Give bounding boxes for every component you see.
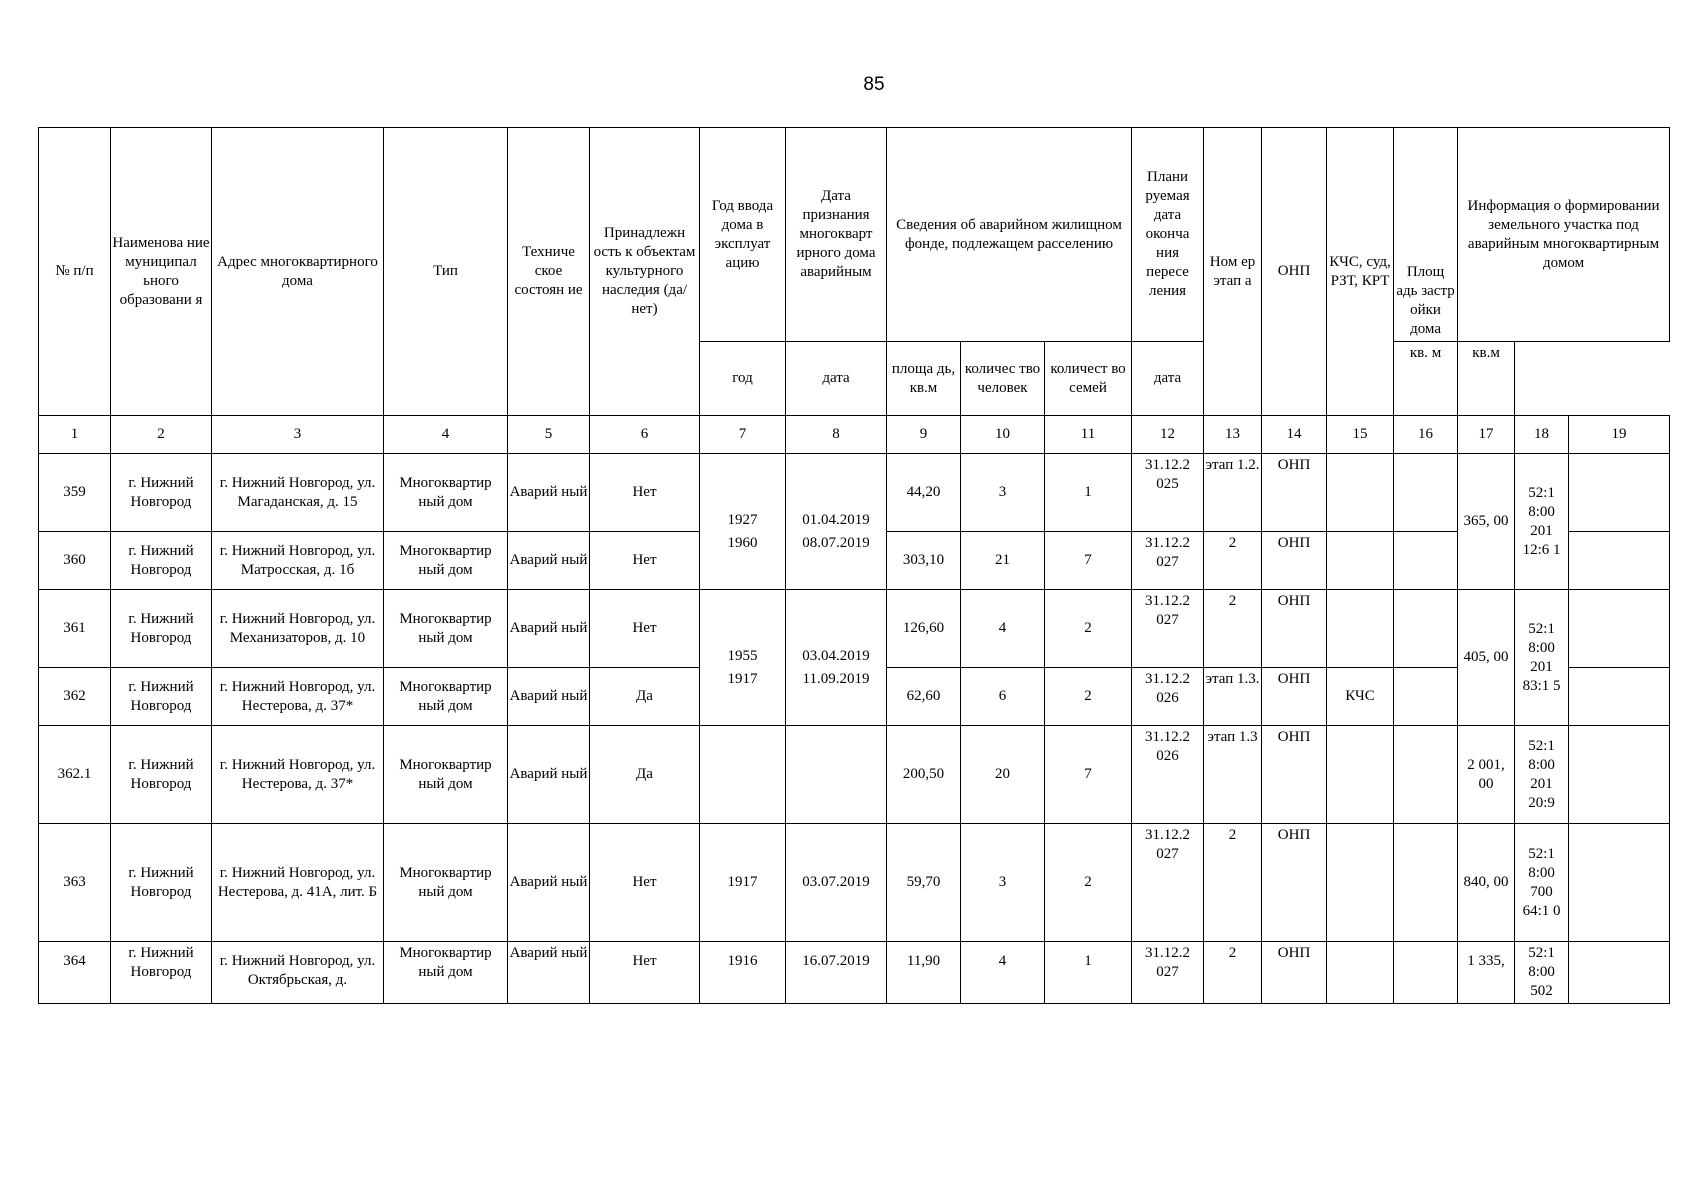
column-number: 5 xyxy=(508,416,590,454)
people-count: 6 xyxy=(961,668,1045,726)
cadastral-number: 52:1 8:00 502 xyxy=(1515,942,1569,1004)
emergency-date: 08.07.2019 xyxy=(786,532,887,590)
address: г. Нижний Новгород, ул. Нестерова, д. 37* xyxy=(212,668,384,726)
onp-flag: ОНП xyxy=(1262,824,1327,942)
kchs-flag xyxy=(1327,942,1394,1004)
commissioning-year: 1916 xyxy=(700,942,786,1004)
address: г. Нижний Новгород, ул. Матросская, д. 1б xyxy=(212,532,384,590)
cadastral-number: 52:1 8:00 201 12:6 1 xyxy=(1515,454,1569,590)
living-area: 11,90 xyxy=(887,942,961,1004)
onp-flag: ОНП xyxy=(1262,590,1327,668)
row-number: 364 xyxy=(39,942,111,1004)
house-type: Многоквартир ный дом xyxy=(384,942,508,1004)
address: г. Нижний Новгород, ул. Магаданская, д. 15 xyxy=(212,454,384,532)
plot-characteristic xyxy=(1569,668,1670,726)
header-onp: ОНП xyxy=(1262,128,1327,416)
stage-number: этап 1.3 xyxy=(1204,726,1262,824)
house-type: Многоквартир ный дом xyxy=(384,454,508,532)
row-number: 359 xyxy=(39,454,111,532)
column-number: 12 xyxy=(1132,416,1204,454)
stage-number: этап 1.3. xyxy=(1204,668,1262,726)
column-number: 19 xyxy=(1569,416,1670,454)
municipality: г. Нижний Новгород xyxy=(111,942,212,1004)
column-number: 14 xyxy=(1262,416,1327,454)
plot-characteristic xyxy=(1569,590,1670,668)
address: г. Нижний Новгород, ул. Нестерова, д. 41А, лит. Б xyxy=(212,824,384,942)
commissioning-year: 1927 xyxy=(700,454,786,532)
planned-end-date: 31.12.2 026 xyxy=(1132,668,1204,726)
table-row xyxy=(39,532,1670,590)
heritage-status: Нет xyxy=(590,824,700,942)
kchs-flag xyxy=(1327,590,1394,668)
header-commissioning-year: Год ввода дома в эксплуат ацию xyxy=(700,128,786,342)
table-row xyxy=(39,454,1670,532)
header-planned-end: Плани руемая дата оконча ния пересе ления xyxy=(1132,128,1204,342)
kchs-flag xyxy=(1327,532,1394,590)
heritage-status: Нет xyxy=(590,942,700,1004)
people-count: 3 xyxy=(961,454,1045,532)
header-land-plot-info: Информация о формировании земельного участка под аварийным многоквартирным домом xyxy=(1458,128,1670,342)
row-number: 362.1 xyxy=(39,726,111,824)
column-number: 3 xyxy=(212,416,384,454)
technical-state: Аварий ный xyxy=(508,726,590,824)
family-count: 1 xyxy=(1045,942,1132,1004)
header-building-area: Площ адь застр ойки дома xyxy=(1394,128,1458,342)
building-area xyxy=(1394,824,1458,942)
column-number: 11 xyxy=(1045,416,1132,454)
house-type: Многоквартир ный дом xyxy=(384,590,508,668)
page-number: 85 xyxy=(863,74,885,95)
subheader-end-date: дата xyxy=(1132,342,1204,416)
subheader-families: количест во семей xyxy=(1045,342,1132,416)
technical-state: Аварий ный xyxy=(508,532,590,590)
building-area xyxy=(1394,590,1458,668)
column-number: 6 xyxy=(590,416,700,454)
emergency-date: 16.07.2019 xyxy=(786,942,887,1004)
header-emergency-date: Дата признания многокварт ирного дома аварийным xyxy=(786,128,887,342)
column-number: 16 xyxy=(1394,416,1458,454)
family-count: 2 xyxy=(1045,668,1132,726)
emergency-date: 11.09.2019 xyxy=(786,668,887,726)
building-area xyxy=(1394,726,1458,824)
onp-flag: ОНП xyxy=(1262,532,1327,590)
cadastral-number: 52:1 8:00 201 83:1 5 xyxy=(1515,590,1569,726)
address: г. Нижний Новгород, ул. Октябрьская, д. xyxy=(212,942,384,1004)
onp-flag: ОНП xyxy=(1262,454,1327,532)
commissioning-year xyxy=(700,726,786,824)
planned-end-date: 31.12.2 026 xyxy=(1132,726,1204,824)
table-row xyxy=(39,824,1670,942)
kchs-flag xyxy=(1327,454,1394,532)
house-type: Многоквартир ный дом xyxy=(384,532,508,590)
people-count: 4 xyxy=(961,942,1045,1004)
table-row xyxy=(39,668,1670,726)
column-number: 7 xyxy=(700,416,786,454)
family-count: 2 xyxy=(1045,590,1132,668)
plot-characteristic xyxy=(1569,942,1670,1004)
column-number: 17 xyxy=(1458,416,1515,454)
subheader-area: площа дь, кв.м xyxy=(887,342,961,416)
family-count: 2 xyxy=(1045,824,1132,942)
row-number: 363 xyxy=(39,824,111,942)
table-row xyxy=(39,726,1670,824)
technical-state: Аварий ный xyxy=(508,824,590,942)
row-number: 360 xyxy=(39,532,111,590)
plot-area: 840, 00 xyxy=(1458,824,1515,942)
living-area: 126,60 xyxy=(887,590,961,668)
plot-characteristic xyxy=(1569,454,1670,532)
plot-area: 365, 00 xyxy=(1458,454,1515,590)
family-count: 7 xyxy=(1045,532,1132,590)
living-area: 200,50 xyxy=(887,726,961,824)
column-number: 8 xyxy=(786,416,887,454)
heritage-status: Нет xyxy=(590,532,700,590)
stage-number: 2 xyxy=(1204,824,1262,942)
stage-number: этап 1.2. xyxy=(1204,454,1262,532)
municipality: г. Нижний Новгород xyxy=(111,532,212,590)
plot-characteristic xyxy=(1569,532,1670,590)
plot-characteristic xyxy=(1569,824,1670,942)
column-number: 9 xyxy=(887,416,961,454)
onp-flag: ОНП xyxy=(1262,942,1327,1004)
column-number: 15 xyxy=(1327,416,1394,454)
heritage-status: Нет xyxy=(590,590,700,668)
people-count: 20 xyxy=(961,726,1045,824)
living-area: 303,10 xyxy=(887,532,961,590)
subheader-date: дата xyxy=(786,342,887,416)
onp-flag: ОНП xyxy=(1262,726,1327,824)
building-area xyxy=(1394,942,1458,1004)
header-kchs: КЧС, суд, РЗТ, КРТ xyxy=(1327,128,1394,416)
header-heritage: Принадлежн ость к объектам культурного наследия (да/нет) xyxy=(590,128,700,416)
technical-state: Аварий ный xyxy=(508,454,590,532)
subheader-people: количес тво человек xyxy=(961,342,1045,416)
cadastral-number: 52:1 8:00 201 20:9 xyxy=(1515,726,1569,824)
heritage-status: Да xyxy=(590,668,700,726)
family-count: 7 xyxy=(1045,726,1132,824)
living-area: 62,60 xyxy=(887,668,961,726)
technical-state: Аварий ный xyxy=(508,668,590,726)
emergency-date: 01.04.2019 xyxy=(786,454,887,532)
address: г. Нижний Новгород, ул. Механизаторов, д. 10 xyxy=(212,590,384,668)
commissioning-year: 1960 xyxy=(700,532,786,590)
header-stage: Ном ер этап а xyxy=(1204,128,1262,416)
row-number: 361 xyxy=(39,590,111,668)
municipality: г. Нижний Новгород xyxy=(111,726,212,824)
plot-area: 1 335, xyxy=(1458,942,1515,1004)
header-row-number: № п/п xyxy=(39,128,111,416)
heritage-status: Нет xyxy=(590,454,700,532)
family-count: 1 xyxy=(1045,454,1132,532)
column-number: 1 xyxy=(39,416,111,454)
header-address: Адрес многоквартирного дома xyxy=(212,128,384,416)
commissioning-year: 1917 xyxy=(700,668,786,726)
house-type: Многоквартир ный дом xyxy=(384,824,508,942)
kchs-flag xyxy=(1327,726,1394,824)
kchs-flag xyxy=(1327,824,1394,942)
municipality: г. Нижний Новгород xyxy=(111,668,212,726)
commissioning-year: 1955 xyxy=(700,590,786,668)
subheader-year: год xyxy=(700,342,786,416)
header-type: Тип xyxy=(384,128,508,416)
plot-area: 405, 00 xyxy=(1458,590,1515,726)
people-count: 4 xyxy=(961,590,1045,668)
column-number: 18 xyxy=(1515,416,1569,454)
stage-number: 2 xyxy=(1204,532,1262,590)
commissioning-year: 1917 xyxy=(700,824,786,942)
people-count: 21 xyxy=(961,532,1045,590)
onp-flag: ОНП xyxy=(1262,668,1327,726)
house-type: Многоквартир ный дом xyxy=(384,726,508,824)
heritage-status: Да xyxy=(590,726,700,824)
cadastral-number: 52:1 8:00 700 64:1 0 xyxy=(1515,824,1569,942)
municipality: г. Нижний Новгород xyxy=(111,824,212,942)
building-area xyxy=(1394,668,1458,726)
emergency-housing-table xyxy=(38,127,1670,1004)
living-area: 44,20 xyxy=(887,454,961,532)
planned-end-date: 31.12.2 027 xyxy=(1132,590,1204,668)
emergency-date xyxy=(786,726,887,824)
building-area xyxy=(1394,454,1458,532)
stage-number: 2 xyxy=(1204,942,1262,1004)
technical-state: Аварий ный xyxy=(508,590,590,668)
plot-area: 2 001, 00 xyxy=(1458,726,1515,824)
technical-state: Аварий ный xyxy=(508,942,590,1004)
subheader-building-area-unit: кв. м xyxy=(1394,342,1458,416)
plot-characteristic xyxy=(1569,726,1670,824)
subheader-plot-area-unit: кв.м xyxy=(1458,342,1515,416)
living-area: 59,70 xyxy=(887,824,961,942)
people-count: 3 xyxy=(961,824,1045,942)
column-number: 4 xyxy=(384,416,508,454)
header-municipality: Наименова ние муниципал ьного образовани я xyxy=(111,128,212,416)
kchs-flag: КЧС xyxy=(1327,668,1394,726)
column-number: 10 xyxy=(961,416,1045,454)
stage-number: 2 xyxy=(1204,590,1262,668)
municipality: г. Нижний Новгород xyxy=(111,590,212,668)
table-row xyxy=(39,942,1670,1004)
municipality: г. Нижний Новгород xyxy=(111,454,212,532)
column-number: 13 xyxy=(1204,416,1262,454)
table-row xyxy=(39,590,1670,668)
emergency-date: 03.07.2019 xyxy=(786,824,887,942)
row-number: 362 xyxy=(39,668,111,726)
building-area xyxy=(1394,532,1458,590)
house-type: Многоквартир ный дом xyxy=(384,668,508,726)
header-emergency-fund: Сведения об аварийном жилищном фонде, подлежащем расселению xyxy=(887,128,1132,342)
header-technical-state: Техниче ское состоян ие xyxy=(508,128,590,416)
planned-end-date: 31.12.2 027 xyxy=(1132,942,1204,1004)
address: г. Нижний Новгород, ул. Нестерова, д. 37* xyxy=(212,726,384,824)
column-number: 2 xyxy=(111,416,212,454)
emergency-date: 03.04.2019 xyxy=(786,590,887,668)
planned-end-date: 31.12.2 027 xyxy=(1132,532,1204,590)
planned-end-date: 31.12.2 025 xyxy=(1132,454,1204,532)
column-numbers-row xyxy=(39,416,1670,454)
planned-end-date: 31.12.2 027 xyxy=(1132,824,1204,942)
